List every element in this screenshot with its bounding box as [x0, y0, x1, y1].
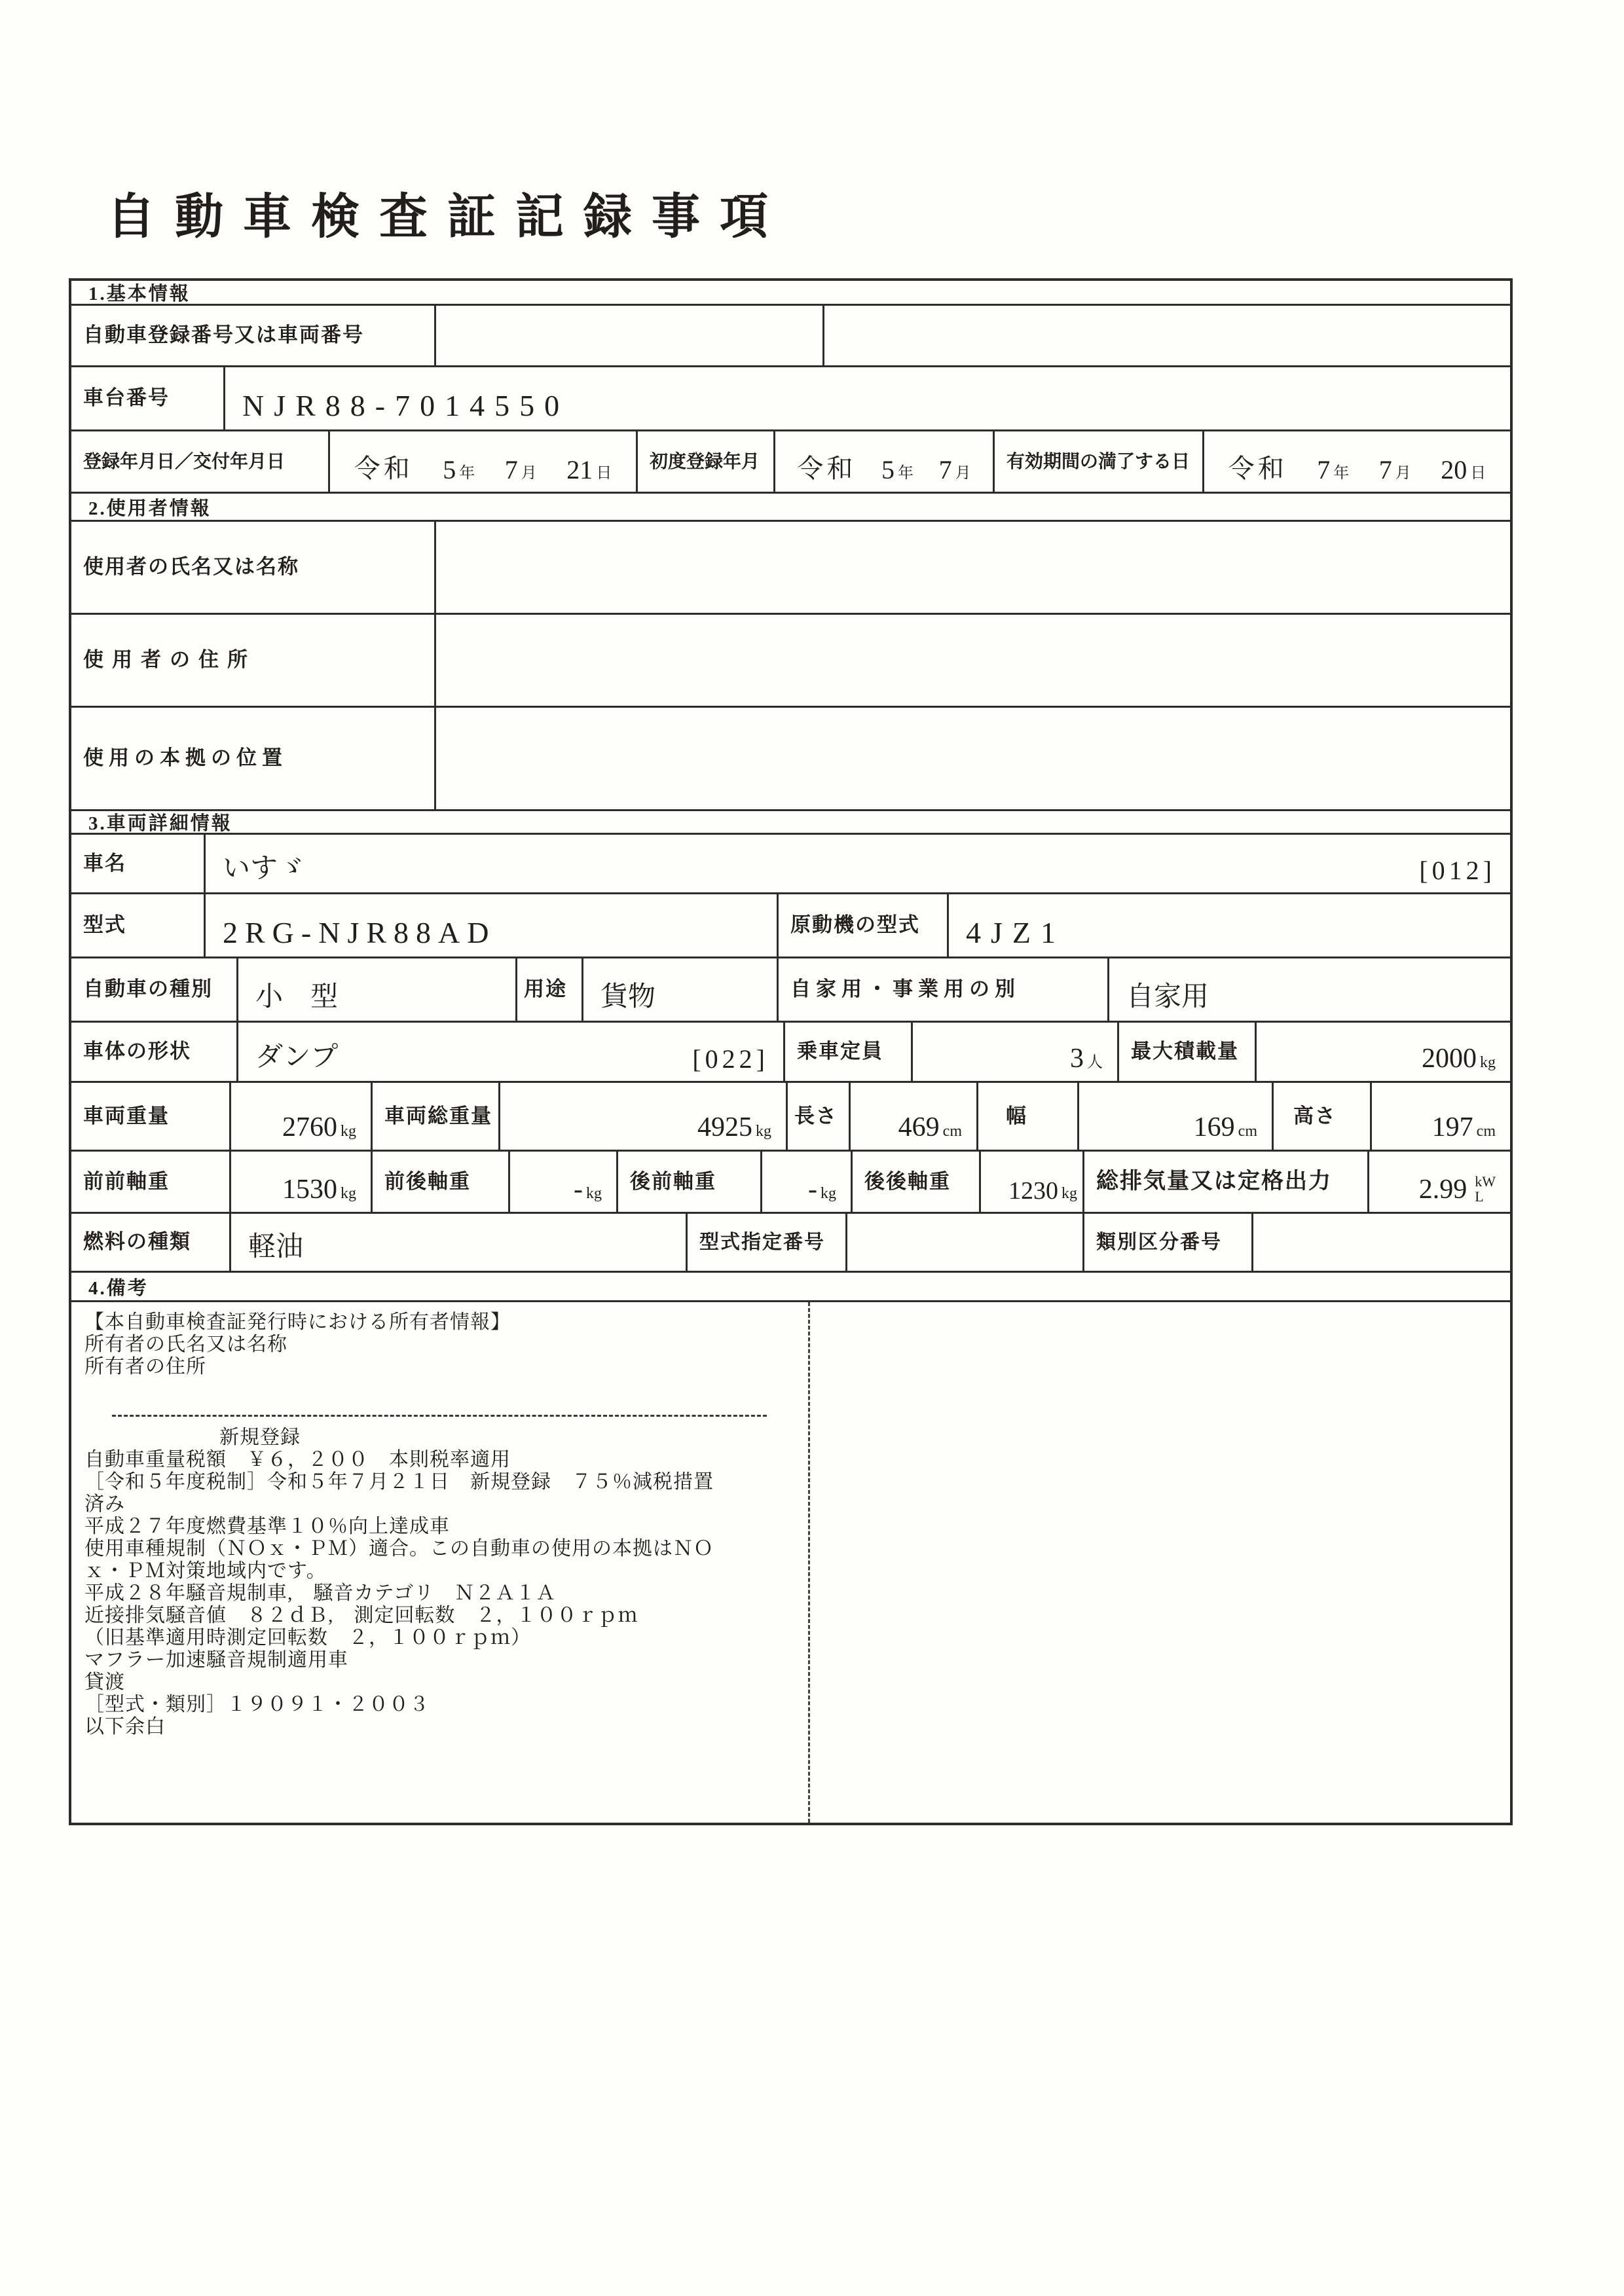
displacement-label: 総排気量又は定格出力 [1084, 1152, 1369, 1212]
first-registration-year: 5 [881, 455, 895, 484]
first-registration-era: 令和 [797, 454, 857, 483]
remark-fuel-efficiency: 平成２７年度燃費基準１０％向上達成車 [84, 1516, 450, 1537]
remark-new-registration: 新規登録 [219, 1427, 301, 1448]
section-header-user-info: 2.使用者情報 [71, 494, 1510, 522]
user-base-location-label: 使用の本拠の位置 [71, 708, 436, 809]
axle-rear-rear-value [981, 1152, 1084, 1212]
expiry-date-value [1204, 431, 1510, 492]
l-unit: L [1475, 1188, 1484, 1205]
row-weights-dimensions [71, 1083, 1510, 1152]
remark-dashed-separator [84, 1404, 798, 1427]
registration-date-year: 5 [443, 455, 456, 484]
remark-model-class-code: ［型式・類別］１９０９１・２００３ [84, 1694, 430, 1715]
row-vehicle-name [71, 835, 1510, 894]
category-value: 小 型 [238, 958, 517, 1021]
row-user-base-location [71, 708, 1510, 811]
axle-rear-front-label: 後前軸重 [618, 1152, 762, 1212]
row-axle-weights [71, 1152, 1510, 1214]
dashed-line [112, 1415, 767, 1417]
person-unit: 人 [1087, 1054, 1103, 1071]
axle-front-rear-value [510, 1152, 618, 1212]
vehicle-weight-label: 車両重量 [71, 1083, 231, 1150]
private-business-label: 自家用・事業用の別 [779, 958, 1109, 1021]
chassis-number-text: NJR88-7014550 [242, 389, 570, 422]
engine-model-value [949, 894, 1510, 957]
axle-front-rear-label: 前後軸重 [373, 1152, 510, 1212]
cm-unit: cm [942, 1123, 962, 1140]
kw-unit: kW [1475, 1173, 1496, 1190]
expiry-date-label: 有効期間の満了する日 [995, 431, 1204, 492]
vehicle-name-code: [012] [1419, 856, 1496, 885]
row-body-shape-capacity [71, 1023, 1510, 1083]
kg-unit: kg [1480, 1054, 1496, 1071]
vehicle-name-label: 車名 [71, 835, 206, 892]
user-address-value [436, 615, 1510, 706]
axle-front-front-label: 前前軸重 [71, 1152, 231, 1212]
fuel-type-label: 燃料の種類 [71, 1214, 231, 1271]
first-registration-label: 初度登録年月 [638, 431, 775, 492]
category-label: 自動車の種別 [71, 958, 238, 1021]
section-header-basic-info: 1.基本情報 [71, 281, 1510, 306]
remark-exhaust-noise: 近接排気騒音値 ８２ｄＢ, 測定回転数 ２，１００ｒｐｍ [84, 1605, 638, 1626]
fuel-type-value: 軽油 [231, 1214, 688, 1271]
first-registration-value [775, 431, 995, 492]
inspection-record-table [69, 278, 1513, 1825]
length-number: 469 [898, 1112, 940, 1142]
expiry-date-era: 令和 [1228, 454, 1287, 483]
engine-model-text: 4JZ1 [966, 916, 1065, 949]
remark-blank-line [84, 1378, 798, 1404]
registration-date-value [330, 431, 638, 492]
remark-tax-reduction: ［令和５年度税制］令和５年７月２１日 新規登録 ７５％減税措置 [84, 1471, 714, 1493]
width-label: 幅 [978, 1083, 1079, 1150]
row-user-name [71, 522, 1510, 615]
class-category-number-label: 類別区分番号 [1084, 1214, 1253, 1271]
kg-unit: kg [341, 1123, 356, 1140]
length-label: 長さ [788, 1083, 851, 1150]
registration-date-era: 令和 [354, 454, 413, 483]
seating-capacity-value [913, 1023, 1119, 1081]
remark-rental: 貸渡 [84, 1671, 125, 1693]
row-dates [71, 431, 1510, 494]
class-category-number-value [1253, 1214, 1510, 1271]
axle-rear-rear-number: 1230 [1008, 1177, 1058, 1205]
row-category-use [71, 958, 1510, 1023]
row-chassis-number [71, 367, 1510, 431]
axle-front-rear-number: - [574, 1175, 583, 1205]
expiry-date-month: 7 [1378, 455, 1392, 484]
user-name-label: 使用者の氏名又は名称 [71, 522, 436, 613]
width-value [1079, 1083, 1274, 1150]
displacement-value [1369, 1152, 1510, 1212]
vehicle-name-value-cell [206, 835, 1510, 892]
year-unit: 年 [459, 465, 475, 482]
expiry-date-day: 20 [1441, 455, 1467, 484]
height-number: 197 [1431, 1112, 1473, 1142]
width-number: 169 [1193, 1112, 1235, 1142]
model-value [206, 894, 779, 957]
remark-weight-tax: 自動車重量税額 ￥６，２００ 本則税率適用 [84, 1449, 511, 1470]
max-load-number: 2000 [1422, 1044, 1477, 1074]
expiry-date-year: 7 [1317, 455, 1331, 484]
month-unit: 月 [955, 465, 971, 482]
cm-unit: cm [1238, 1123, 1257, 1140]
gross-weight-number: 4925 [697, 1112, 752, 1142]
remarks-box [71, 1302, 1510, 1823]
gross-weight-label: 車両総重量 [373, 1083, 500, 1150]
registration-date-label: 登録年月日／交付年月日 [71, 431, 330, 492]
displacement-number: 2.99 [1418, 1175, 1467, 1205]
remark-tax-reduction-cont: 済み [84, 1493, 125, 1515]
type-designation-number-value [847, 1214, 1084, 1271]
first-registration-month: 7 [938, 455, 952, 484]
kg-unit: kg [821, 1185, 836, 1202]
remark-blank-below: 以下余白 [84, 1716, 166, 1738]
body-shape-text: ダンプ [255, 1042, 339, 1072]
chassis-number-value [225, 367, 1510, 429]
remarks-text-block [84, 1311, 798, 1738]
height-label: 高さ [1274, 1083, 1372, 1150]
cm-unit: cm [1476, 1123, 1496, 1140]
use-label: 用途 [517, 958, 583, 1021]
year-unit: 年 [1333, 465, 1350, 482]
vehicle-weight-number: 2760 [282, 1112, 337, 1142]
registration-number-label: 自動車登録番号又は車両番号 [71, 306, 436, 365]
registration-number-value [436, 306, 824, 365]
axle-front-front-value [231, 1152, 373, 1212]
length-value [851, 1083, 978, 1150]
registration-date-day: 21 [566, 455, 593, 484]
model-text: 2RG-NJR88AD [223, 916, 496, 949]
remark-nox-pm-compliance: 使用車種規制（ＮＯｘ・ＰＭ）適合。この自動車の使用の本拠はＮＯ [84, 1538, 714, 1559]
remarks-dashed-divider [808, 1302, 810, 1823]
type-designation-number-label: 型式指定番号 [688, 1214, 847, 1271]
axle-rear-rear-label: 後後軸重 [853, 1152, 981, 1212]
day-unit: 日 [1470, 465, 1486, 482]
max-load-label: 最大積載量 [1119, 1023, 1257, 1081]
document-title: 自動車検査証記録事項 [107, 191, 788, 244]
seating-capacity-label: 乗車定員 [785, 1023, 913, 1081]
remark-old-standard-rpm: （旧基準適用時測定回転数 ２，１００ｒｐｍ） [84, 1627, 531, 1649]
month-unit: 月 [1395, 465, 1411, 482]
vehicle-name-text: いすゞ [223, 854, 306, 884]
max-load-value [1257, 1023, 1510, 1081]
body-shape-code: [022] [692, 1044, 769, 1074]
remark-owner-info-heading: 【本自動車検査証発行時における所有者情報】 [84, 1311, 511, 1333]
user-address-label: 使用者の住所 [71, 615, 436, 706]
registration-number-empty-cell [824, 306, 1510, 365]
axle-front-front-number: 1530 [282, 1175, 337, 1205]
remark-owner-address: 所有者の住所 [84, 1356, 206, 1377]
axle-rear-front-number: - [808, 1175, 817, 1205]
section-header-remarks: 4.備考 [71, 1273, 1510, 1302]
seating-capacity-number: 3 [1070, 1044, 1084, 1074]
user-base-location-value [436, 708, 1510, 809]
kw-per-l-unit [1475, 1174, 1496, 1205]
body-shape-label: 車体の形状 [71, 1023, 238, 1081]
model-label: 型式 [71, 894, 206, 957]
remark-noise-regulation: 平成２８年騒音規制車, 騒音カテゴリ Ｎ２Ａ１Ａ [84, 1582, 557, 1604]
remark-nox-pm-compliance-cont: ｘ・ＰＭ対策地域内です。 [84, 1560, 327, 1582]
row-registration-number [71, 306, 1510, 367]
remark-owner-name: 所有者の氏名又は名称 [84, 1334, 287, 1355]
axle-rear-front-value [762, 1152, 853, 1212]
month-unit: 月 [521, 465, 537, 482]
row-model [71, 894, 1510, 958]
gross-weight-value [500, 1083, 788, 1150]
chassis-number-label: 車台番号 [71, 367, 225, 429]
kg-unit: kg [756, 1123, 771, 1140]
remark-muffler-noise: マフラー加速騒音規制適用車 [84, 1649, 348, 1671]
vehicle-weight-value [231, 1083, 373, 1150]
registration-date-month: 7 [504, 455, 518, 484]
kg-unit: kg [341, 1185, 356, 1202]
use-value: 貨物 [583, 958, 779, 1021]
year-unit: 年 [897, 465, 913, 482]
row-fuel-type-numbers [71, 1214, 1510, 1273]
engine-model-label: 原動機の型式 [779, 894, 949, 957]
height-value [1372, 1083, 1510, 1150]
section-header-vehicle-details: 3.車両詳細情報 [71, 811, 1510, 835]
day-unit: 日 [596, 465, 612, 482]
body-shape-value-cell [238, 1023, 785, 1081]
row-user-address [71, 615, 1510, 708]
kg-unit: kg [586, 1185, 602, 1202]
kg-unit: kg [1061, 1185, 1077, 1202]
private-business-value: 自家用 [1126, 982, 1209, 1012]
user-name-value [436, 522, 1510, 613]
